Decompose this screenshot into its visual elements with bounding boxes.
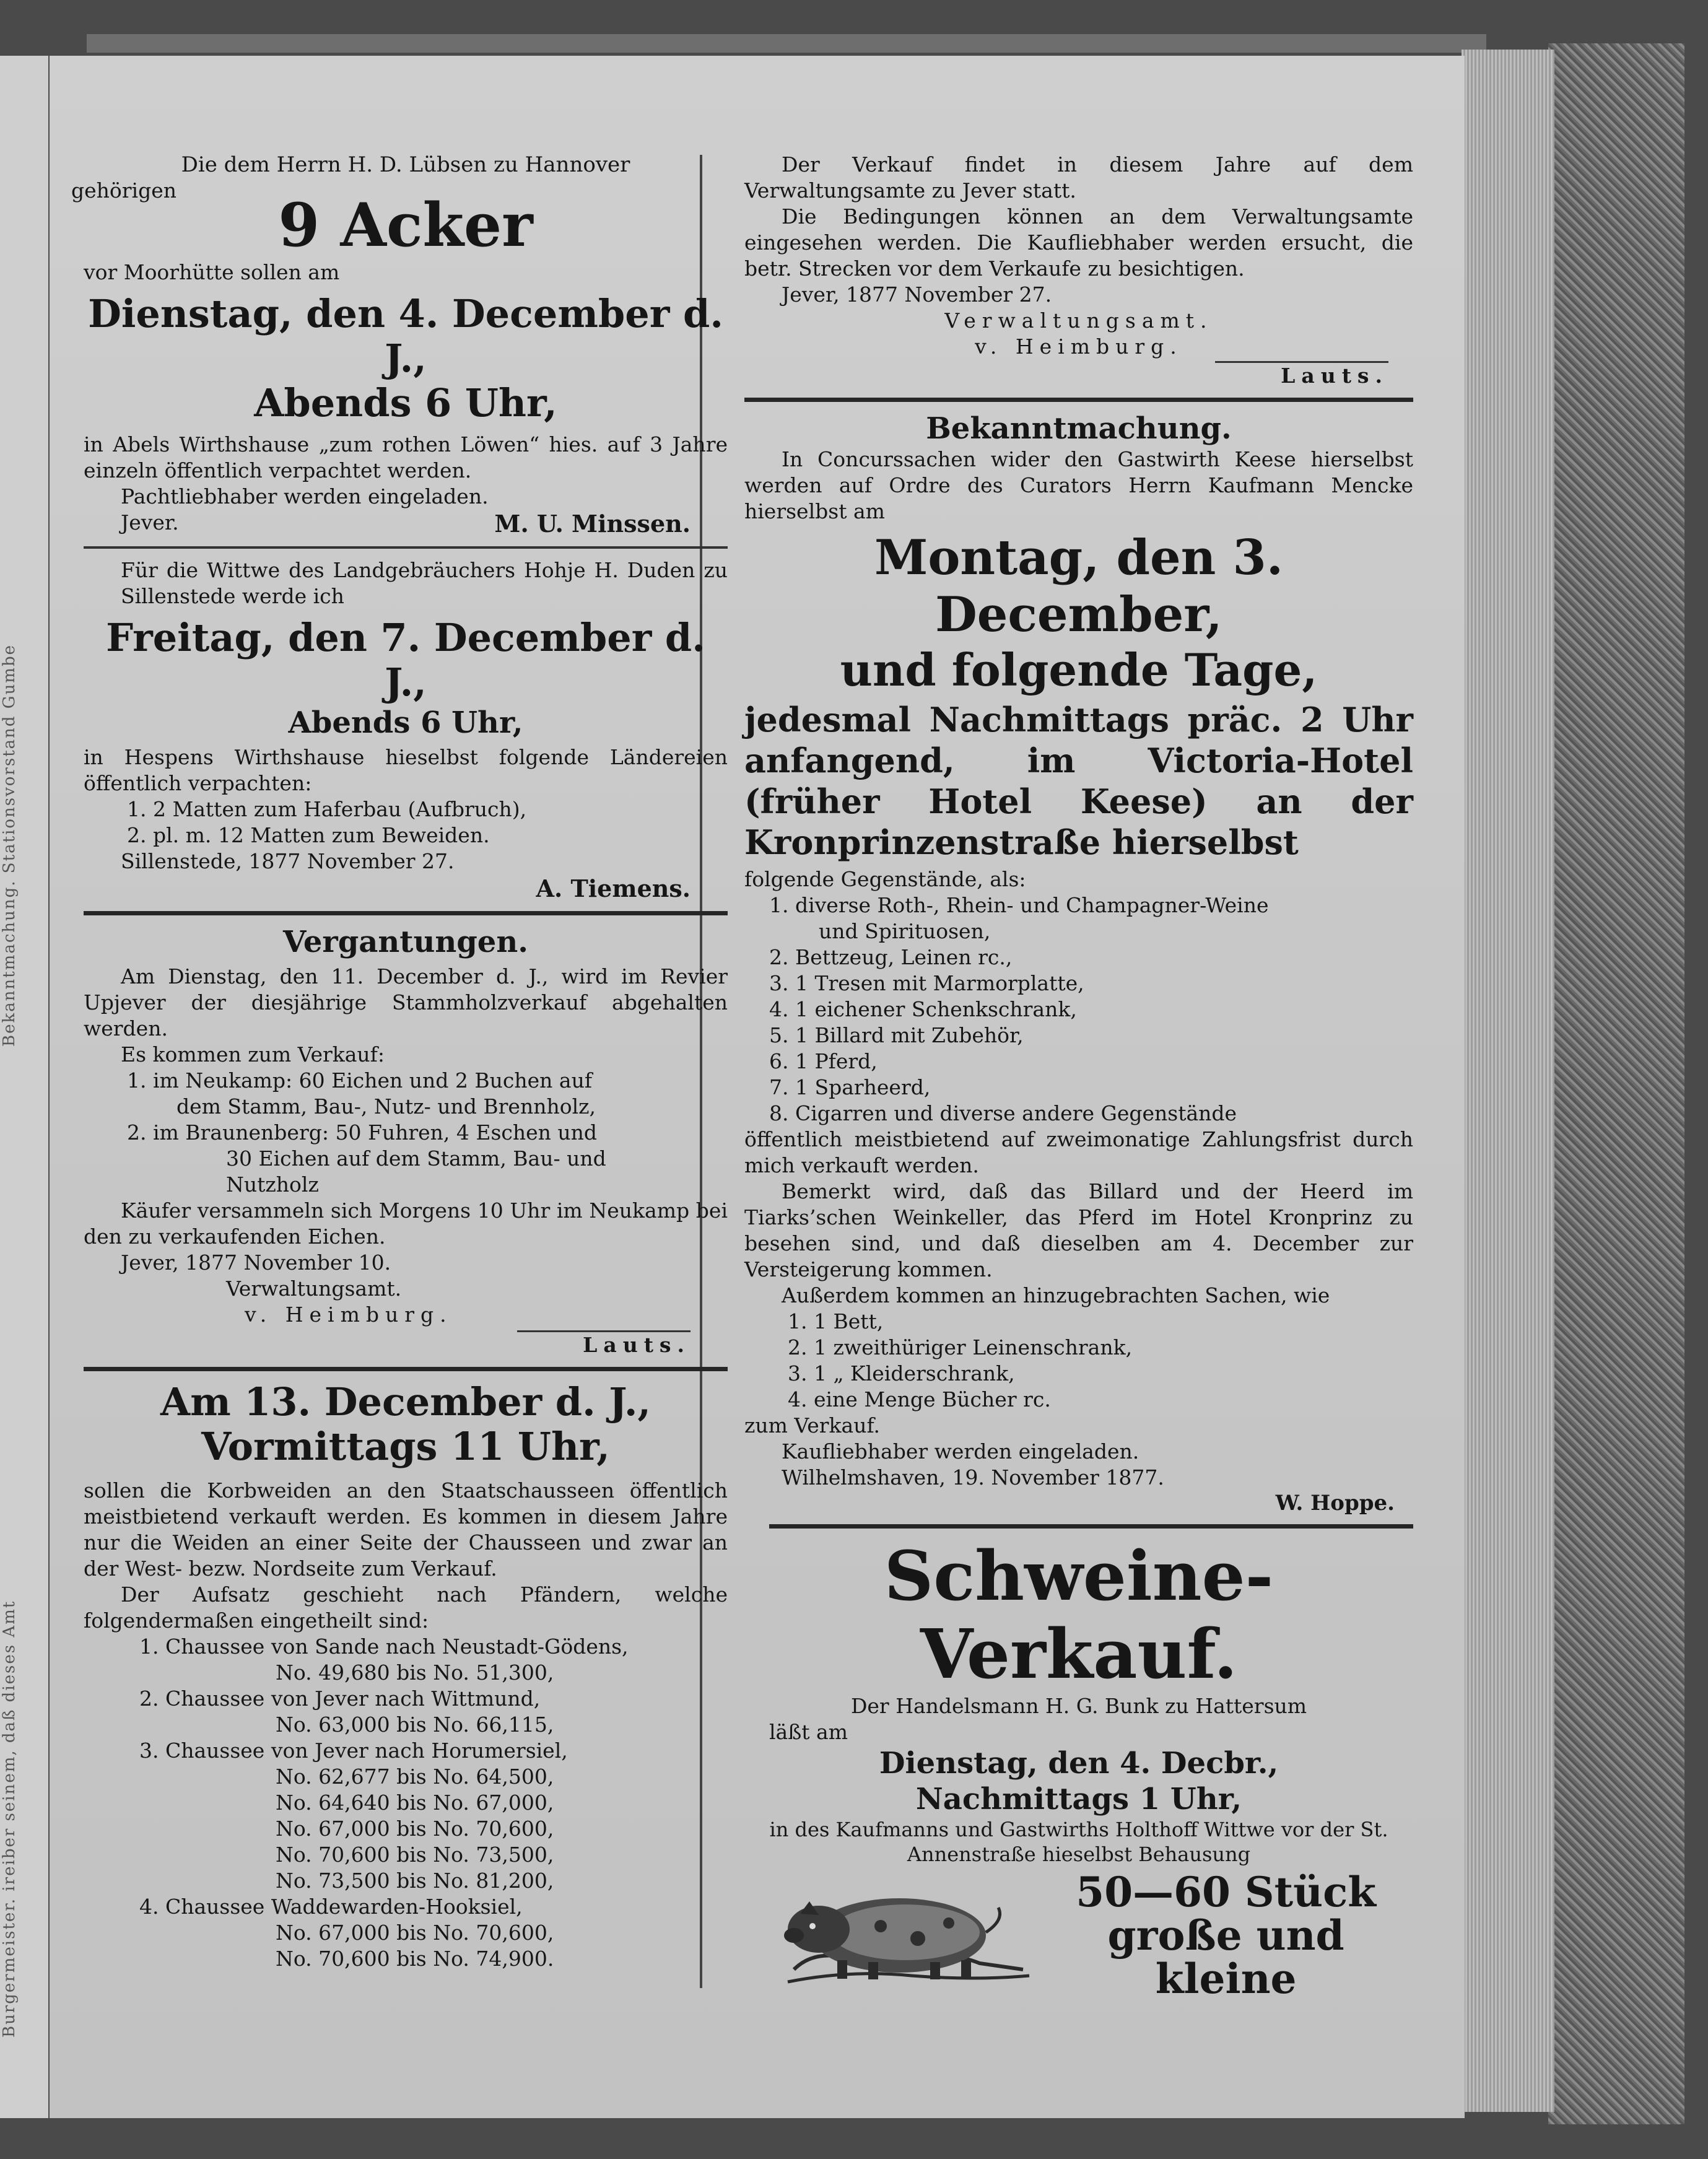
book-cover-edge [1548, 43, 1684, 2124]
list-item: 3. 1 Tresen mit Marmorplatte, [769, 971, 1084, 995]
list-item: No. 49,680 bis No. 51,300, [276, 1660, 554, 1685]
r-ad2-text-bold: jedesmal Nachmittags präc. 2 Uhr anfangend, im Victoria-Hotel (früher Hotel Keese) an der Kronprinzenstraße hierselbst [744, 700, 1413, 862]
list-item: 1. 1 Bett, [788, 1309, 884, 1333]
list-item: 3. Chaussee von Jever nach Horumersiel, [139, 1738, 568, 1763]
list-item: 2. Bettzeug, Leinen rc., [769, 945, 1013, 969]
list-item: No. 64,640 bis No. 67,000, [276, 1790, 554, 1815]
r-ad2-text: In Concurssachen wider den Gastwirth Keese hierselbst werden auf Ordre des Curators Herrn Kaufmann Mencke hierselbst am [744, 447, 1413, 523]
r-ad2-items2 [744, 1309, 1413, 1413]
list-item: 4. eine Menge Bücher rc. [788, 1387, 1051, 1411]
list-item: 2. im Braunenberg: 50 Fuhren, 4 Eschen und [127, 1120, 598, 1145]
separator-rule-thick [769, 1524, 1413, 1529]
r-ad3-text: Der Handelsmann H. G. Bunk zu Hattersum [850, 1694, 1307, 1718]
list-item: 1. im Neukamp: 60 Eichen und 2 Buchen auf [127, 1068, 593, 1093]
ad3-office: Verwaltungsamt. [226, 1276, 402, 1301]
separator-rule [84, 546, 728, 549]
ad3-text2: Käufer versammeln sich Morgens 10 Uhr im Neukamp bei den zu verkaufenden Eichen. [84, 1198, 728, 1249]
ad-acker-lease [71, 152, 728, 538]
r-ad1-clerk: Lauts. [1281, 364, 1388, 388]
r-ad3-text2: in des Kaufmanns und Gastwirths Holthoff Wittwe vor der St. Annenstraße hieselbst Behausung [769, 1818, 1388, 1866]
ad4-text: sollen die Korbweiden an den Staatschausseen öffentlich meistbietend verkauft werden. Es kommen in diesem Jahre nur die Weiden an einer Seite der Chausseen und zwar an der West- bezw. Nordseite zum Verkauf. [84, 1478, 728, 1581]
list-item: 2. 1 zweithüriger Leinenschrank, [788, 1335, 1133, 1359]
cover-top-edge [87, 34, 1486, 53]
list-item: 5. 1 Billard mit Zubehör, [769, 1023, 1024, 1047]
ad3-sub: Es kommen zum Verkauf: [121, 1042, 385, 1066]
r-ad2-title: Bekanntmachung. [926, 411, 1232, 446]
ad3-place-date: Jever, 1877 November 10. [121, 1250, 391, 1275]
list-item: 4. 1 eichener Schenkschrank, [769, 997, 1077, 1021]
separator-rule-thick [84, 911, 728, 915]
separator-rule-thick [744, 398, 1413, 402]
left-column [71, 152, 728, 1972]
list-item: und Spirituosen, [819, 919, 991, 943]
ad3-clerk: Lauts. [583, 1333, 691, 1357]
r-ad3-date: Dienstag, den 4. Decbr., [879, 1746, 1279, 1781]
list-item: Nutzholz [226, 1172, 319, 1197]
ad-concurs-sale [744, 411, 1413, 1516]
ad-land-lease [84, 557, 728, 902]
ad4-time: Vormittags 11 Uhr, [201, 1424, 610, 1469]
ad1-time: Abends 6 Uhr, [254, 380, 557, 425]
separator-rule-thick [84, 1367, 728, 1371]
newspaper-page [50, 56, 1465, 2118]
r-ad2-invite: Kaufliebhaber werden eingeladen. [782, 1439, 1139, 1463]
strip-text-lower: Burgermeister. ireiber seinem, daß dieses Amt [0, 1600, 19, 2038]
ad1-date: Dienstag, den 4. December d. J., [88, 291, 723, 381]
r-ad3-count: 50—60 Stück [1076, 1868, 1376, 1916]
list-item: 2. Chaussee von Jever nach Wittmund, [139, 1686, 541, 1711]
right-column [744, 152, 1413, 2003]
list-item: No. 62,677 bis No. 64,500, [276, 1764, 554, 1789]
ad1-text: in Abels Wirthshause „zum rothen Löwen“ hies. auf 3 Jahre einzeln öffentlich verpachtet werden. [84, 432, 728, 482]
list-item: 2. pl. m. 12 Matten zum Beweiden. [127, 823, 490, 847]
list-item: No. 67,000 bis No. 70,600, [276, 1817, 554, 1841]
ad2-place-date: Sillenstede, 1877 November 27. [121, 849, 455, 873]
list-item: 4. Chaussee Waddewarden-Hooksiel, [139, 1895, 523, 1919]
r-ad1-text2: Die Bedingungen können an dem Verwaltungsamte eingesehen werden. Die Kaufliebhaber werden ersucht, die betr. Strecken vor dem Verkaufe zu besichtigen. [744, 204, 1413, 281]
r-ad1-office: Verwaltungsamt. [944, 308, 1213, 333]
list-item: 30 Eichen auf dem Stamm, Bau- und [226, 1146, 606, 1171]
ad-vergantungen [84, 924, 728, 1358]
r-ad2-text2: öffentlich meistbietend auf zweimonatige Zahlungsfrist durch mich verkauft werden. [744, 1127, 1413, 1177]
ad-korbweiden [84, 1380, 728, 1972]
pig-sale-quantity [1076, 1868, 1376, 2003]
ad4-date: Am 13. December d. J., [160, 1379, 651, 1424]
r-ad2-date: Montag, den 3. December, [874, 530, 1283, 643]
r-ad1-place-date: Jever, 1877 November 27. [782, 282, 1052, 307]
r-ad3-title: Schweine-Verkauf. [884, 1536, 1274, 1694]
ad3-official: v. Heimburg. [245, 1302, 453, 1327]
ad1-line2: gehörigen [71, 178, 177, 203]
list-item: No. 63,000 bis No. 66,115, [276, 1712, 554, 1737]
ad4-list [84, 1634, 728, 1972]
ad-sale-conditions [744, 152, 1413, 389]
list-item: 1. 2 Matten zum Haferbau (Aufbruch), [127, 797, 527, 821]
r-ad2-sub: folgende Gegenstände, als: [744, 867, 1026, 891]
r-ad2-items [744, 892, 1413, 1127]
list-item: No. 70,600 bis No. 73,500, [276, 1843, 554, 1867]
page-stack-edges [1462, 50, 1554, 2112]
ad3-title: Vergantungen. [283, 925, 528, 959]
r-ad2-place-date: Wilhelmshaven, 19. November 1877. [782, 1465, 1164, 1489]
ad3-items [84, 1068, 728, 1198]
list-item: No. 70,600 bis No. 74,900. [276, 1947, 554, 1971]
list-item: 1. Chaussee von Sande nach Neustadt-Gödens, [139, 1634, 629, 1659]
list-item: 6. 1 Pferd, [769, 1049, 878, 1073]
r-ad3-size2: kleine [1155, 1955, 1297, 2003]
r-ad2-date2: und folgende Tage, [840, 643, 1318, 696]
ad1-line3: vor Moorhütte sollen am [84, 260, 340, 284]
r-ad3-time: Nachmittags 1 Uhr, [915, 1782, 1242, 1817]
r-ad1-text: Der Verkauf findet in diesem Jahre auf dem Verwaltungsamte zu Jever statt. [744, 152, 1413, 203]
list-item: No. 67,000 bis No. 70,600, [276, 1921, 554, 1945]
list-item: 3. 1 „ Kleiderschrank, [788, 1361, 1015, 1385]
list-item: 7. 1 Sparheerd, [769, 1075, 931, 1099]
left-adjacent-page-strip [0, 56, 48, 2118]
r-ad3-size1: große und [1107, 1911, 1344, 1960]
ad2-time: Abends 6 Uhr, [288, 705, 523, 740]
r-ad2-sub2: zum Verkauf. [744, 1413, 880, 1437]
r-ad3-text-b: läßt am [769, 1720, 848, 1744]
ad3-text: Am Dienstag, den 11. December d. J., wird im Revier Upjever der diesjährige Stammholzverkauf abgehalten werden. [84, 964, 728, 1040]
pig-illustration-row [744, 1868, 1413, 2003]
ad2-items [84, 796, 728, 848]
ad2-text2: in Hespens Wirthshause hieselbst folgende Ländereien öffentlich verpachten: [84, 745, 728, 795]
list-item: No. 73,500 bis No. 81,200, [276, 1869, 554, 1893]
strip-text-upper: Bekanntmachung. Stationsvorstand Gumbe [0, 644, 19, 1047]
ad1-invite: Pachtliebhaber werden eingeladen. [121, 484, 489, 508]
ad1-signature: M. U. Minssen. [494, 510, 691, 538]
pig-icon [775, 1877, 1035, 2000]
list-item: dem Stamm, Bau-, Nutz- und Brennholz, [176, 1094, 596, 1119]
ad1-line1: Die dem Herrn H. D. Lübsen zu Hannover [181, 152, 630, 177]
ad2-signature: A. Tiemens. [536, 875, 691, 902]
r-ad1-official: v. Heimburg. [975, 334, 1183, 359]
r-ad2-text4: Außerdem kommen an hinzugebrachten Sachen, wie [782, 1283, 1330, 1307]
r-ad2-text3: Bemerkt wird, daß das Billard und der Heerd im Tiarks’schen Weinkeller, das Pferd im Hotel Kronprinz zu besehen sind, und daß dieselben am 4. December zur Versteigerung kommen. [744, 1179, 1413, 1281]
ad2-text: Für die Wittwe des Landgebräuchers Hohje H. Duden zu Sillenstede werde ich [121, 558, 728, 608]
ad1-title: 9 Acker [278, 190, 533, 260]
r-ad2-signature: W. Hoppe. [1275, 1491, 1395, 1516]
list-item: 1. diverse Roth-, Rhein- und Champagner-Weine [769, 893, 1269, 917]
list-item: 8. Cigarren und diverse andere Gegenstände [769, 1101, 1237, 1125]
ad1-place: Jever. [121, 510, 179, 534]
ad-pig-sale [744, 1536, 1413, 2003]
ad2-date: Freitag, den 7. December d. J., [106, 615, 705, 705]
ad4-text2: Der Aufsatz geschieht nach Pfändern, welche folgendermaßen eingetheilt sind: [84, 1582, 728, 1633]
